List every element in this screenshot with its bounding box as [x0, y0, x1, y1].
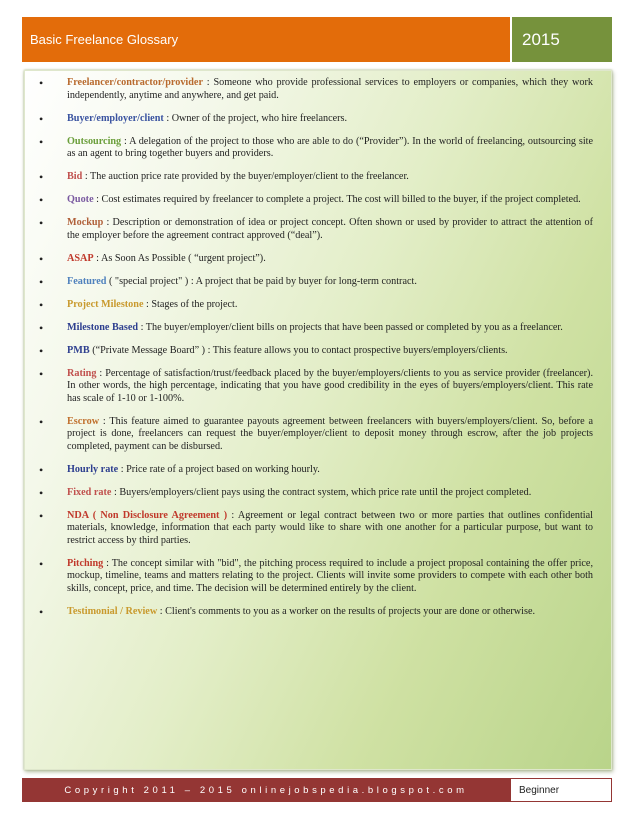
glossary-item-pmb — [25, 345, 593, 358]
term-description: : Cost estimates required by freelancer to complete a project. The cost will billed to the buyer, if the project completed. — [93, 194, 581, 205]
term-description: : Client's comments to you as a worker on the results of projects your are done or otherwise. — [157, 605, 536, 617]
term-name: NDA ( Non Disclosure Agreement ) — [67, 509, 228, 521]
glossary-item-hourly-rate — [25, 464, 593, 477]
glossary-item-fixed-rate — [25, 487, 593, 500]
term-name: Rating — [67, 367, 97, 379]
page-footer — [22, 778, 612, 802]
glossary-item-asap — [25, 253, 593, 266]
level-label: Beginner — [510, 778, 612, 802]
glossary-item-pitching — [25, 558, 593, 596]
term-name: Fixed rate — [67, 486, 112, 498]
term-name: PMB — [67, 344, 90, 356]
page-header — [22, 17, 612, 62]
term-description: : As Soon As Possible ( “urgent project”). — [93, 252, 266, 264]
glossary-item-featured — [25, 276, 593, 289]
term-description: : Stages of the project. — [143, 298, 238, 310]
glossary-item-buyer — [25, 113, 593, 126]
glossary-list — [25, 71, 611, 618]
term-name: Outsourcing — [67, 135, 122, 147]
term-name: Hourly rate — [67, 463, 119, 475]
term-description: : Agreement or legal contract between two or more parties that outlines confidential materials, knowledge, information that each party would like to share with one another for a particular purpose, but want to restrict access by third parties. — [67, 509, 593, 546]
glossary-item-milestone-based — [25, 322, 593, 335]
term-name: ASAP — [67, 252, 94, 264]
document-year: 2015 — [510, 17, 612, 62]
term-description: : Description or demonstration of idea or project concept. Often shown or used by provider to attract the attention of the employer before the agreement contract approved (“deal”). — [67, 217, 593, 241]
glossary-item-testimonial — [25, 606, 593, 619]
glossary-item-escrow — [25, 416, 593, 454]
term-description: (“Private Message Board” ) : This feature allows you to contact prospective buyers/employers/clients. — [89, 344, 508, 356]
term-name: Escrow — [67, 415, 100, 427]
term-name: Milestone Based — [67, 321, 139, 333]
glossary-item-mockup — [25, 217, 593, 242]
term-name: Buyer/employer/client — [67, 112, 164, 124]
document-title: Basic Freelance Glossary — [22, 17, 510, 62]
term-name: Project Milestone — [67, 298, 144, 310]
term-name: Bid — [67, 171, 83, 182]
glossary-item-freelancer — [25, 77, 593, 102]
glossary-item-quote — [25, 194, 593, 207]
glossary-item-outsourcing — [25, 136, 593, 161]
term-name: Featured — [67, 275, 107, 287]
term-description: : Buyers/employers/client pays using the contract system, which price rate until the project completed. — [111, 486, 532, 498]
term-description: : Someone who provide professional services to employers or companies, which they work independently, anytime and anywhere, and get paid. — [67, 77, 593, 101]
term-name: Pitching — [67, 557, 104, 569]
glossary-item-nda — [25, 510, 593, 548]
term-name: Quote — [67, 194, 94, 205]
glossary-item-project-milestone — [25, 299, 593, 312]
term-description: : Percentage of satisfaction/trust/feedback placed by the buyer/employers/clients to you as service provider (freelancer). In other words, the high percentage, indicating that you have good credibility in the eyes of buyers/employers/client. This rate has scale of 1-10 or 1-100%. — [67, 367, 593, 404]
term-description: : Owner of the project, who hire freelancers. — [163, 112, 348, 124]
term-name: Testimonial / Review — [67, 605, 158, 617]
term-description: : The concept similar with "bid", the pitching process required to include a project proposal containing the offer price, mockup, timeline, teams and matters relating to the project. Clients will invite some providers to compete with each other both skills, concept, price, and time. The decision will be determined entirely by the client. — [67, 557, 593, 594]
term-description: : A delegation of the project to those who are able to do (“Provider”). In the world of freelancing, outsourcing site as an agent to bring together buyers and providers. — [67, 135, 593, 159]
glossary-item-bid — [25, 171, 593, 184]
term-name: Mockup — [67, 217, 104, 228]
term-description: : The auction price rate provided by the buyer/employer/client to the freelancer. — [82, 171, 409, 182]
term-description: : Price rate of a project based on working hourly. — [118, 463, 320, 475]
glossary-panel — [24, 70, 612, 770]
term-description: ( "special project" ) : A project that be paid by buyer for long-term contract. — [106, 275, 417, 287]
term-description: : This feature aimed to guarantee payouts agreement between freelancers with buyers/employers/client. So, before a project is done, freelancers can request the buyer/employer/client to deposit money through escrow, after the job projects completed, payment can be disbursed. — [67, 415, 593, 452]
term-description: : The buyer/employer/client bills on projects that have been passed or completed by you as a freelancer. — [138, 321, 563, 333]
glossary-item-rating — [25, 368, 593, 406]
copyright-text: Copyright 2011 – 2015 onlinejobspedia.blogspot.com — [22, 778, 510, 802]
term-name: Freelancer/contractor/provider — [67, 77, 203, 88]
